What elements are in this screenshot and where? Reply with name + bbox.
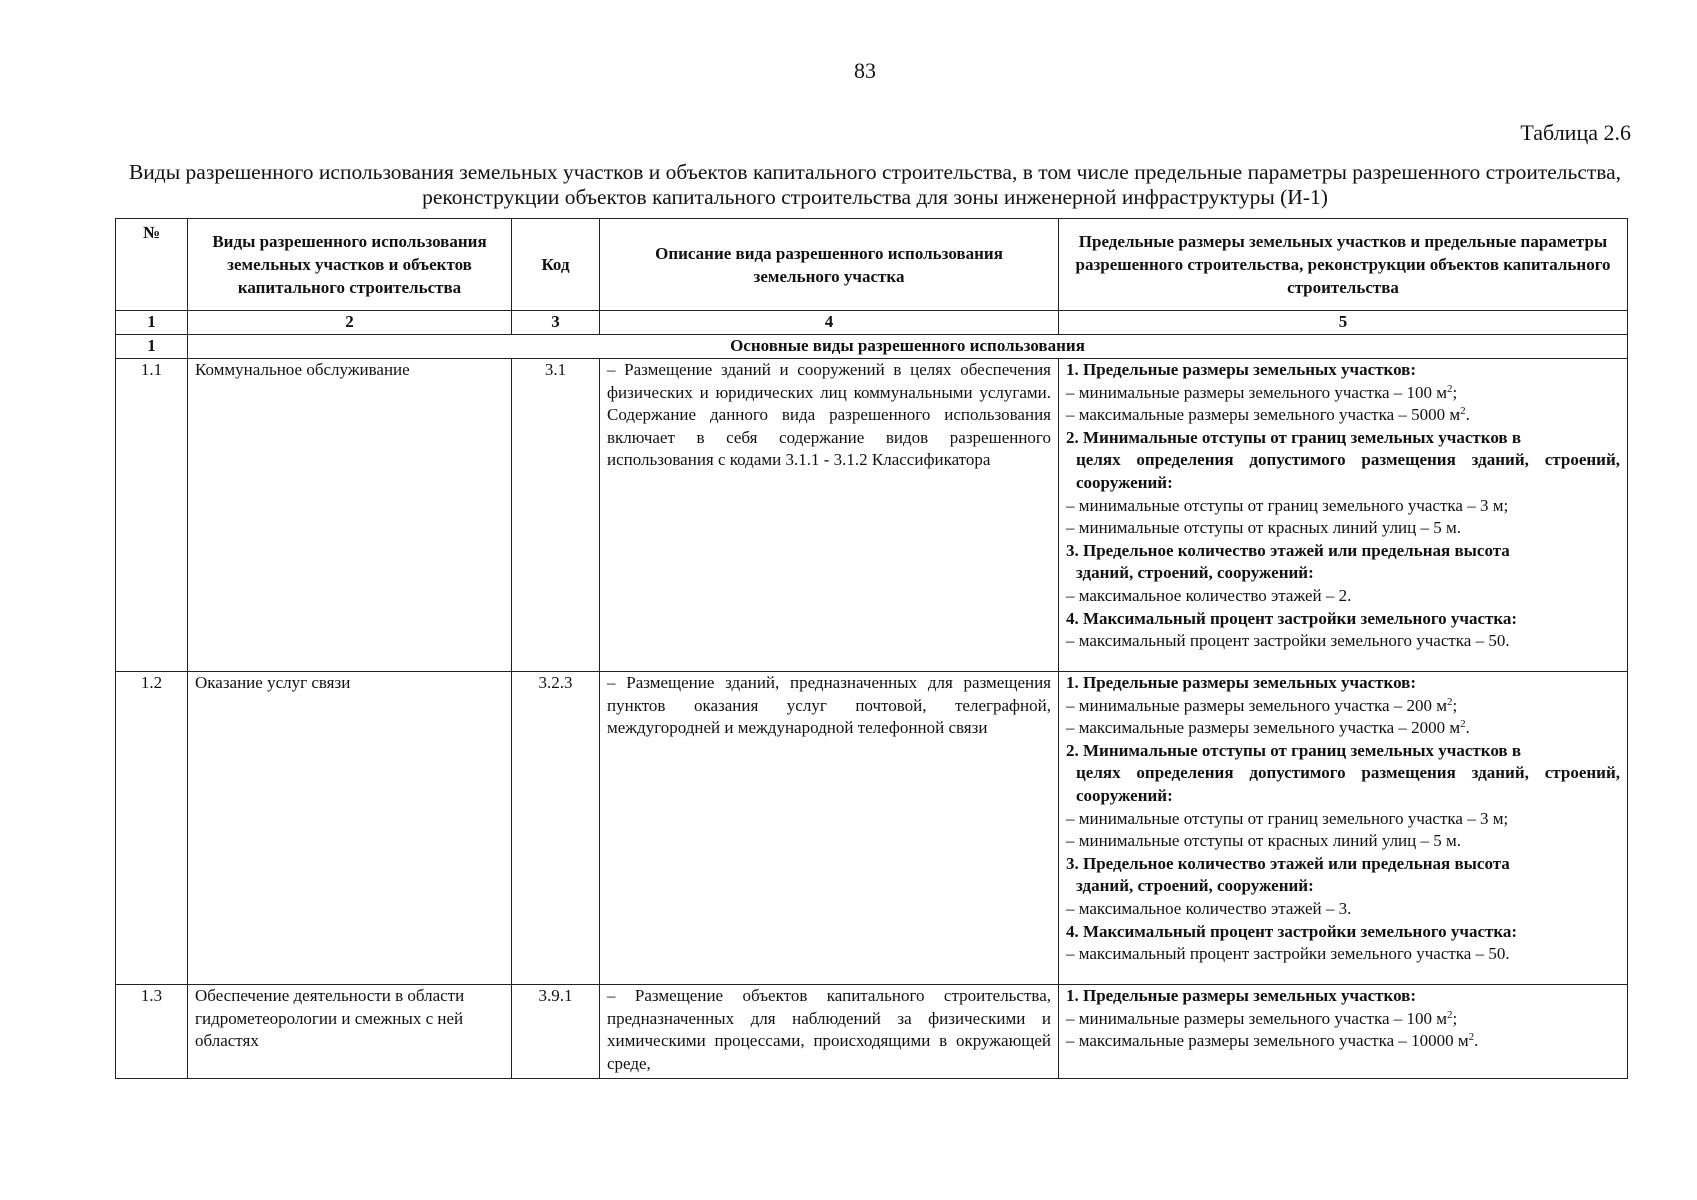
superscript: 2 — [1468, 1031, 1475, 1044]
param-text: . — [1474, 1031, 1479, 1051]
param-line — [1066, 717, 1620, 740]
row-description: – Размещение зданий, предназначенных для размещения пунктов оказания услуг почтовой, телеграфной, междугородней и международной телефонной связи — [600, 672, 1059, 985]
param-title-cont: зданий, строений, сооружений: — [1076, 876, 1314, 896]
param-text: . — [1465, 718, 1470, 738]
param-title-text: 3. Предельное количество этажей или предельная высота — [1066, 540, 1510, 560]
param-text: – минимальные размеры земельного участка – 200 м — [1066, 695, 1448, 715]
param-text: – минимальные размеры земельного участка – 100 м — [1066, 1008, 1448, 1028]
superscript: 2 — [1447, 382, 1453, 395]
section-title: Основные виды разрешенного использования — [188, 335, 1628, 359]
param-title-cont: зданий, строений, сооружений: — [1076, 563, 1314, 583]
param-title: 1. Предельные размеры земельных участков: — [1066, 360, 1417, 379]
param-text: – максимальные размеры земельного участка – 10000 м — [1066, 1031, 1469, 1051]
column-number: 1 — [116, 311, 188, 335]
param-line — [1066, 382, 1620, 405]
param-line — [1066, 695, 1620, 718]
row-params — [1059, 672, 1628, 985]
column-number-row — [116, 311, 1628, 335]
row-number: 1.3 — [116, 985, 188, 1079]
column-number: 5 — [1059, 311, 1628, 335]
superscript: 2 — [1460, 718, 1466, 731]
table-row — [116, 985, 1628, 1079]
row-code: 3.9.1 — [512, 985, 600, 1079]
param-text: ; — [1452, 1008, 1458, 1028]
superscript: 2 — [1460, 405, 1466, 418]
param-title: 4. Максимальный процент застройки земельного участка: — [1066, 921, 1518, 941]
row-code: 3.1 — [512, 359, 600, 672]
param-title-cont: целях определения допустимого размещения зданий, строений, сооружений: — [1076, 763, 1620, 805]
param-title — [1066, 540, 1620, 585]
param-line: – максимальное количество этажей – 3. — [1066, 898, 1352, 918]
param-text: – максимальные размеры земельного участка – 5000 м — [1066, 405, 1461, 425]
row-kind: Коммунальное обслуживание — [188, 359, 512, 672]
header-code: Код — [512, 219, 600, 311]
param-text: . — [1465, 405, 1470, 425]
superscript: 2 — [1447, 1008, 1453, 1021]
param-title: 4. Максимальный процент застройки земельного участка: — [1066, 608, 1518, 628]
param-line — [1066, 1008, 1620, 1031]
header-row — [116, 219, 1628, 311]
param-title — [1066, 740, 1620, 808]
row-description: – Размещение объектов капитального строительства, предназначенных для наблюдений за физическими и химическими процессами, происходящими в окружающей среде, — [600, 985, 1059, 1079]
header-kind: Виды разрешенного использования земельных участков и объектов капитального строительства — [188, 219, 512, 311]
param-line: – минимальные отступы от красных линий улиц – 5 м. — [1066, 518, 1462, 538]
param-text: – максимальные размеры земельного участка – 2000 м — [1066, 718, 1461, 738]
row-code: 3.2.3 — [512, 672, 600, 985]
param-text: – минимальные размеры земельного участка – 100 м — [1066, 382, 1448, 402]
row-kind: Обеспечение деятельности в области гидрометеорологии и смежных с ней областях — [188, 985, 512, 1079]
header-description: Описание вида разрешенного использования земельного участка — [600, 219, 1059, 311]
param-title-text: 3. Предельное количество этажей или предельная высота — [1066, 853, 1510, 873]
row-kind: Оказание услуг связи — [188, 672, 512, 985]
superscript: 2 — [1447, 695, 1453, 708]
table-label: Таблица 2.6 — [1520, 120, 1631, 145]
zoning-table — [115, 218, 1628, 1079]
param-title-cont: целях определения допустимого размещения зданий, строений, сооружений: — [1076, 450, 1620, 492]
column-number: 3 — [512, 311, 600, 335]
section-number: 1 — [116, 335, 188, 359]
param-title — [1066, 853, 1620, 898]
row-params — [1059, 985, 1628, 1079]
param-title — [1066, 427, 1620, 495]
header-num: № — [116, 219, 188, 311]
param-line: – максимальное количество этажей – 2. — [1066, 585, 1352, 605]
param-line: – минимальные отступы от границ земельного участка – 3 м; — [1066, 808, 1509, 828]
param-line — [1066, 404, 1620, 427]
param-title: 1. Предельные размеры земельных участков: — [1066, 673, 1417, 692]
param-title: 1. Предельные размеры земельных участков: — [1066, 986, 1417, 1005]
param-line — [1066, 1030, 1620, 1053]
table-row — [116, 672, 1628, 985]
param-text: ; — [1452, 695, 1458, 715]
section-row — [116, 335, 1628, 359]
param-title-text: 2. Минимальные отступы от границ земельных участков в — [1066, 427, 1522, 447]
param-title-text: 2. Минимальные отступы от границ земельных участков в — [1066, 740, 1522, 760]
table-row — [116, 359, 1628, 672]
param-text: ; — [1452, 382, 1458, 402]
row-number: 1.1 — [116, 359, 188, 672]
param-line: – минимальные отступы от границ земельного участка – 3 м; — [1066, 495, 1509, 515]
row-params — [1059, 359, 1628, 672]
row-description: – Размещение зданий и сооружений в целях обеспечения физических и юридических лиц коммунальными услугами. Содержание данного вида разрешенного использования включает в себя содержание видов разрешенного использования с кодами 3.1.1 - 3.1.2 Классификатора — [600, 359, 1059, 672]
header-params: Предельные размеры земельных участков и предельные параметры разрешенного строительства, реконструкции объектов капитального строительства — [1059, 219, 1628, 311]
page-number: 83 — [854, 58, 876, 83]
table-title: Виды разрешенного использования земельных участков и объектов капитального строительства, в том числе предельные параметры разрешенного строительства, реконструкции объектов капитального строительства для зоны инженерной инфраструктуры (И-1) — [128, 160, 1622, 209]
row-number: 1.2 — [116, 672, 188, 985]
column-number: 4 — [600, 311, 1059, 335]
param-line: – максимальный процент застройки земельного участка – 50. — [1066, 944, 1510, 964]
param-line: – максимальный процент застройки земельного участка – 50. — [1066, 631, 1510, 651]
param-line: – минимальные отступы от красных линий улиц – 5 м. — [1066, 831, 1462, 851]
column-number: 2 — [188, 311, 512, 335]
